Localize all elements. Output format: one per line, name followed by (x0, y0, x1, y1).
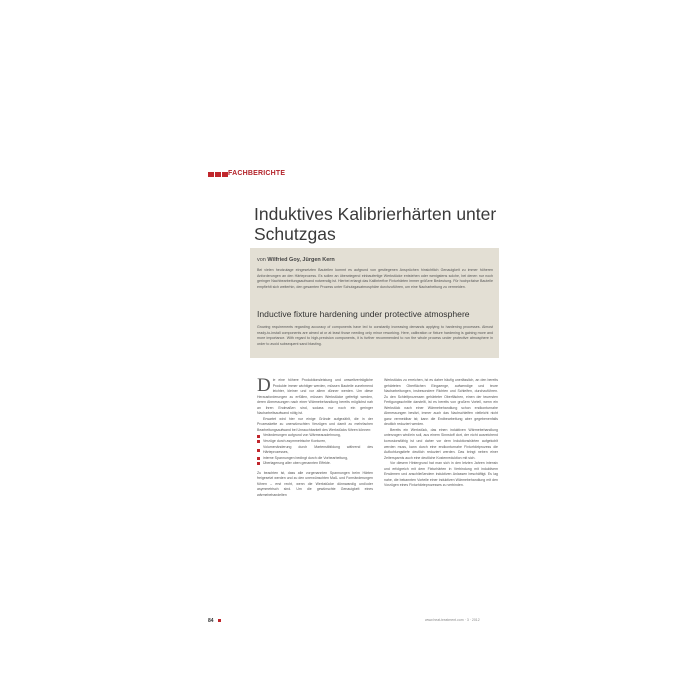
bullet-text: Volumenänderung durch Martensitbildung während des Härteprozesses, (263, 444, 373, 455)
english-subtitle: Inductive fixture hardening under protective atmosphere (257, 309, 470, 319)
bullet-square (257, 440, 260, 443)
body-column-right (384, 378, 498, 489)
bullet-square (257, 435, 260, 438)
bullet-square (257, 449, 260, 452)
page-number: 84 (208, 618, 214, 624)
bullet-text: Verzüge durch asymmetrische Konturen, (263, 439, 327, 444)
body-paragraph: Bereits ein Werkstück, das einen induktiven Wärmebehandlung unterzogen wird/ein soll, aus einem Sinnstoff dort, der nicht ausreichend korrosionsfähig ist und daher vor dem Induktionshärten aufgekohlt werden muss, kann durch eine endkonturnahe Fixturhärtprozess die Aufkohlungstiefe deutlich reduziert werden. Das bringt neben einer Zeitersparnis auch eine deutliche Kostenreduktion mit sich. (384, 427, 498, 460)
bullet-text: Veränderungen aufgrund von Wärmeausdehnung, (263, 433, 341, 438)
article-title: Induktives Kalibrierhärten unter Schutzgas (254, 204, 497, 244)
body-paragraph: Zu beachten ist, dass alle vorgenannten Spannungen beim Härten freigesetzt werden und zu den unerwünschten Maß- und Formänderungen führen – erst recht, wenn die Werkstücke dünnwandig und/oder asymmetrisch sind. Um die gewünschte Genauigkeit eines wärmebehandelten (257, 470, 373, 497)
authors-line (257, 257, 335, 263)
bullet-text: Überlagerung aller oben genannten Effekte. (263, 461, 331, 466)
drop-cap: D (257, 375, 271, 396)
body-column-left (257, 375, 373, 498)
author-names: Wilfried Goy, Jürgen Kern (267, 257, 335, 263)
section-label: FACHBERICHTE (228, 170, 286, 177)
bullet-square (257, 457, 260, 460)
authors-prefix: von (257, 257, 266, 263)
footer-publication: www.heat-treatment.com · 3 · 2012 (425, 618, 480, 622)
bullet-square (257, 462, 260, 465)
section-marker-square (215, 172, 221, 177)
abstract-english: Growing requirements regarding accuracy of components have led to constantly increasing demands applying to hardening processes. Almost ready-to-install components are aimed at or at least those needing only minor reworking. Here, calibration or fixture hardening is gaining more and more importance. With regard to high-precision components, it is further recommended to run the whole process under protective atmosphere in order to avoid subsequent sand blasting. (257, 325, 493, 346)
body-paragraph: Erwartet wird hier nur einige Gründe aufgezählt, die in der Prozesskette zu unerwünschten Verzügen und damit zu mehrfachen Bearbeitungsaufwand bei Unrauchbarkeit des Werkstücks führen können: (257, 416, 373, 432)
body-paragraph: Werkstücks zu erreichen, ist es daher häufig unerlässlich, an den bereits gehärteten Oberflächen Eingaenge, aufwendige und teure Nacharbeitungen, insbesondere Richten und Schleifen, durchzuführen. Zu den Schleifprozessen gehärteter Oberflächen, einen der teuersten Fertigungsschritte darstellt, ist es bereits von großem Vorteil, wenn ein Werkstück nach einer Wärmebehandlung schon endkonturnahe Abmessungen besitzt, immer auch das Nachschleifen vielleicht nicht ganz vermeidbar ist; kann die Endbearbeitung aber gegebenenfalls deutlich reduziert werden. (384, 378, 498, 427)
body-paragraph: Vor diesem Hintergrund hat man sich in den letzten Jahren intensiv und erfolgreich mit dem Fixturhärten in Verbindung mit induktivem Erwärmen und anschließendem induktiven Anlassen beschäftigt. Es lag nahe, die bekannten Vorteile einer induktiven Wärmebehandlung mit den Vorzügen eines Fixturhärteprozesses zu verbinden. (384, 461, 498, 488)
section-marker-square (208, 172, 214, 177)
bullet-item (257, 445, 373, 456)
intro-text: ie eine höhere Produktionsleistung und umweltverträgliche Produkte immer wichtiger werden, müssen Bauteile zunehmend leichter, kleiner und vor allem dünner werden. Um diese Herausforderungen zu erfüllen, müssen Werkstücke gefertigt werden, deren Abmessungen nach einer Wärmebehandlung bereits möglichst nah an ihren Endmaßen sind, sodass nur noch ein geringer Nacharbeitsaufwand nötig ist. (257, 378, 373, 416)
abstract-german: Bei vielen heutzutage eingesetzten Bauteilen kommt es aufgrund von gestiegenen Ansprüchen hinsichtlich Genauigkeit zu immer höheren Anforderungen an den Härteprozess. Es sollen an überwiegend einbaufertige Werkstücke entstehen oder wenigstens solche, bei denen nur noch geringer Nachbearbeitungsaufwand notwendig ist. Hierbei erlangt das Kalibrierfixe Fixturhärten immer größere Bedeutung. Für hochpräzise Bauteile empfiehlt sich weiterhin, den gesamten Prozess unter Schutzgasatmosphäre durchzuführen, um eine Nacharbeitung zu vermeiden. (257, 268, 493, 289)
intro-paragraph (257, 375, 373, 417)
bullet-text: interne Spannungen bedingt durch die Vorbearbeitung, (263, 455, 349, 460)
page-number-marker (218, 619, 221, 622)
